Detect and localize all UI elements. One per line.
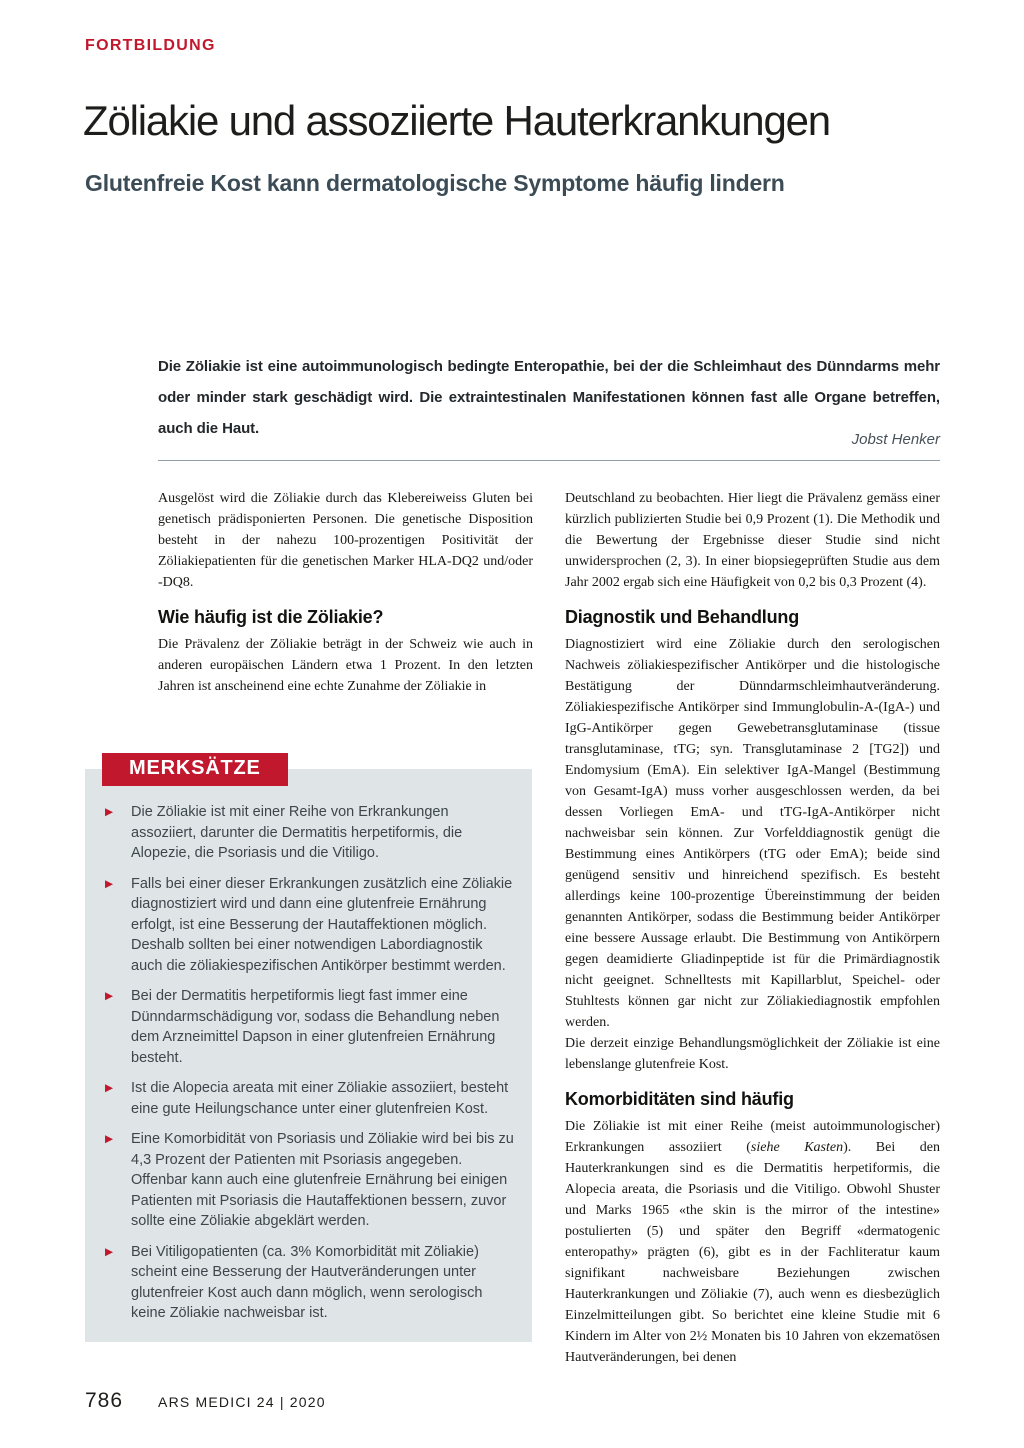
divider-rule xyxy=(158,460,940,461)
list-item xyxy=(105,802,514,864)
key-point-text: Bei der Dermatitis herpetiformis liegt fast immer eine Dünndarmschädigung vor, sodass die Behandlung neben dem Arzneimittel Dapson in einer glutenfreien Ernährung besteht. xyxy=(131,988,500,1066)
body-paragraph xyxy=(565,1116,940,1368)
list-item xyxy=(105,986,514,1068)
section-eyebrow: FORTBILDUNG xyxy=(85,37,216,54)
bullet-triangle-icon: ▶ xyxy=(105,990,114,1002)
page-subtitle: Glutenfreie Kost kann dermatologische Symptome häufig lindern xyxy=(85,170,785,196)
author-byline: Jobst Henker xyxy=(851,431,940,448)
section-heading-haeufigkeit: Wie häufig ist die Zöliakie? xyxy=(158,607,384,627)
list-item xyxy=(105,1078,514,1119)
italic-phrase: siehe Kasten xyxy=(750,1140,844,1155)
list-item xyxy=(105,1129,514,1232)
journal-issue: ARS MEDICI 24 | 2020 xyxy=(158,1394,326,1410)
body-paragraph: Die Prävalenz der Zöliakie beträgt in der Schweiz wie auch in anderen europäischen Ländern etwa 1 Prozent. In den letzten Jahren ist anscheinend eine echte Zunahme der Zöliakie in xyxy=(158,637,533,694)
key-points-box xyxy=(85,757,532,1342)
body-paragraph: Die derzeit einzige Behandlungsmöglichkeit der Zöliakie ist eine lebenslange glutenfreie Kost. xyxy=(565,1036,940,1072)
list-item xyxy=(105,1242,514,1324)
page-footer xyxy=(85,1389,326,1413)
key-point-text: Ist die Alopecia areata mit einer Zöliakie assoziiert, besteht eine gute Heilungschance unter einer glutenfreien Kost. xyxy=(131,1080,509,1117)
key-point-text: Bei Vitiligopatienten (ca. 3% Komorbidität mit Zöliakie) scheint eine Besserung der Hautveränderungen unter glutenfreier Kost auch dann möglich, wenn serologisch keine Zöliakie nachweisbar ist. xyxy=(131,1243,483,1321)
paragraph-text: ). Bei den Hauterkrankungen sind es die Dermatitis herpetiformis, die Alopecia areata, die Psoriasis und die Vitiligo. Obwohl Shuster und Marks 1965 «the skin is the mirror of the intestine» postulierten (5) und später den Begriff «dermatogenic enteropathy» prägten (6), gibt es in der Fachliteratur kaum signifikant nachweisbare Beziehungen zwischen Hauterkrankungen und Zöliakie (7), auch wenn es diesbezüglich Einzelmitteilungen gibt. So berichtet eine kleine Studie mit 6 Kindern im Alter von 2½ Monaten bis 10 Jahren von ekzematösen Hautveränderungen, bei denen xyxy=(565,1140,940,1365)
bullet-triangle-icon: ▶ xyxy=(105,806,114,818)
body-paragraph: Diagnostiziert wird eine Zöliakie durch den serologischen Nachweis zöliakiespezifischer Antikörper und die histologische Bestätigung der Dünndarmschleimhautveränderung. Zöliakiespezifische Antikörper sind Immunglobulin-A-(IgA-) und IgG-Antikörper gegen Gewebetransglutaminase (tissue transglutaminase, tTG; syn. Transglutaminase 2 [TG2]) und Endomysium (EmA). Ein selektiver IgA-Mangel (Bestimmung von Gesamt-IgA) muss vorher ausgeschlossen werden, da bei dessen Vorliegen EmA- und tTG-IgA-Antikörper nicht nachweisbar sein können. Zur Vorfelddiagnostik genügt die Bestimmung eines Antikörpers (tTG oder EmA); beide sind genügend sensitiv und hinreichend spezifisch. Es besteht allerdings keine 100-prozentige Übereinstimmung der beiden genannten Antikörper, sodass die Bestimmung beider Antikörper eine bessere Aussage erlaubt. Die Bestimmung von Antikörpern gegen deamidierte Gliadinpeptide ist für die Primärdiagnostik nicht geeignet. Schnelltests mit Kapillarblut, Speichel- oder Stuhltests können gar nicht zur Zöliakiediagnostik empfohlen werden. xyxy=(565,637,940,1030)
right-column xyxy=(565,488,940,1368)
bullet-triangle-icon: ▶ xyxy=(105,1245,114,1258)
list-item xyxy=(105,874,514,977)
body-paragraph: Deutschland zu beobachten. Hier liegt die Prävalenz gemäss einer kürzlich publizierten Studie bei 0,9 Prozent (1). Die Methodik und die Bewertung der Ergebnisse dieser Studie sind nicht unwidersprochen (2, 3). In einer biopsiegeprüften Studie aus dem Jahr 2002 ergab sich eine Häufigkeit von 0,2 bis 0,3 Prozent (4). xyxy=(565,491,940,590)
key-point-text: Die Zöliakie ist mit einer Reihe von Erkrankungen assoziiert, darunter die Dermatitis herpetiformis, die Alopezie, die Psoriasis und die Vitiligo. xyxy=(131,804,463,861)
page-title: Zöliakie und assoziierte Hauterkrankungen xyxy=(83,97,830,144)
page-number: 786 xyxy=(85,1389,124,1412)
lead-paragraph: Die Zöliakie ist eine autoimmunologisch bedingte Enteropathie, bei der die Schleimhaut des Dünndarms mehr oder minder stark geschädigt wird. Die extraintestinalen Manifestationen können fast alle Organe betreffen, auch die Haut. xyxy=(158,358,940,437)
key-point-text: Eine Komorbidität von Psoriasis und Zöliakie wird bei bis zu 4,3 Prozent der Patienten mit Psoriasis angegeben. Offenbar kann auch eine glutenfreie Ernährung bei einigen Patienten mit Psoriasis die Hautaffektionen bessern, zuvor sollte eine Zöliakie abgeklärt werden. xyxy=(131,1131,514,1229)
paragraph-text: Die Zöliakie ist mit einer Reihe (meist autoimmunologischer) Erkrankungen assoziiert ( xyxy=(565,1119,940,1155)
key-point-text: Falls bei einer dieser Erkrankungen zusätzlich eine Zöliakie diagnostiziert wird und dann eine glutenfreie Ernährung erfolgt, ist eine Besserung der Hautaffektionen möglich. Deshalb sollten bei einer notwendigen Labordiagnostik auch die zöliakiespezifischen Antikörper bestimmt werden. xyxy=(131,875,513,974)
section-heading-komorbiditaeten: Komorbiditäten sind häufig xyxy=(565,1089,794,1109)
bullet-triangle-icon: ▶ xyxy=(105,1133,114,1145)
body-paragraph: Ausgelöst wird die Zöliakie durch das Klebereiweiss Gluten bei genetisch prädisponierten Personen. Die genetische Disposition besteht in der nahezu 100-prozentigen Positivität der Zöliakiepatienten für die genetischen Marker HLA-DQ2 und/oder -DQ8. xyxy=(158,491,533,590)
bullet-triangle-icon: ▶ xyxy=(105,1082,114,1094)
section-heading-diagnostik: Diagnostik und Behandlung xyxy=(565,607,799,627)
key-points-label: MERKSÄTZE xyxy=(102,753,288,786)
bullet-triangle-icon: ▶ xyxy=(105,877,114,890)
